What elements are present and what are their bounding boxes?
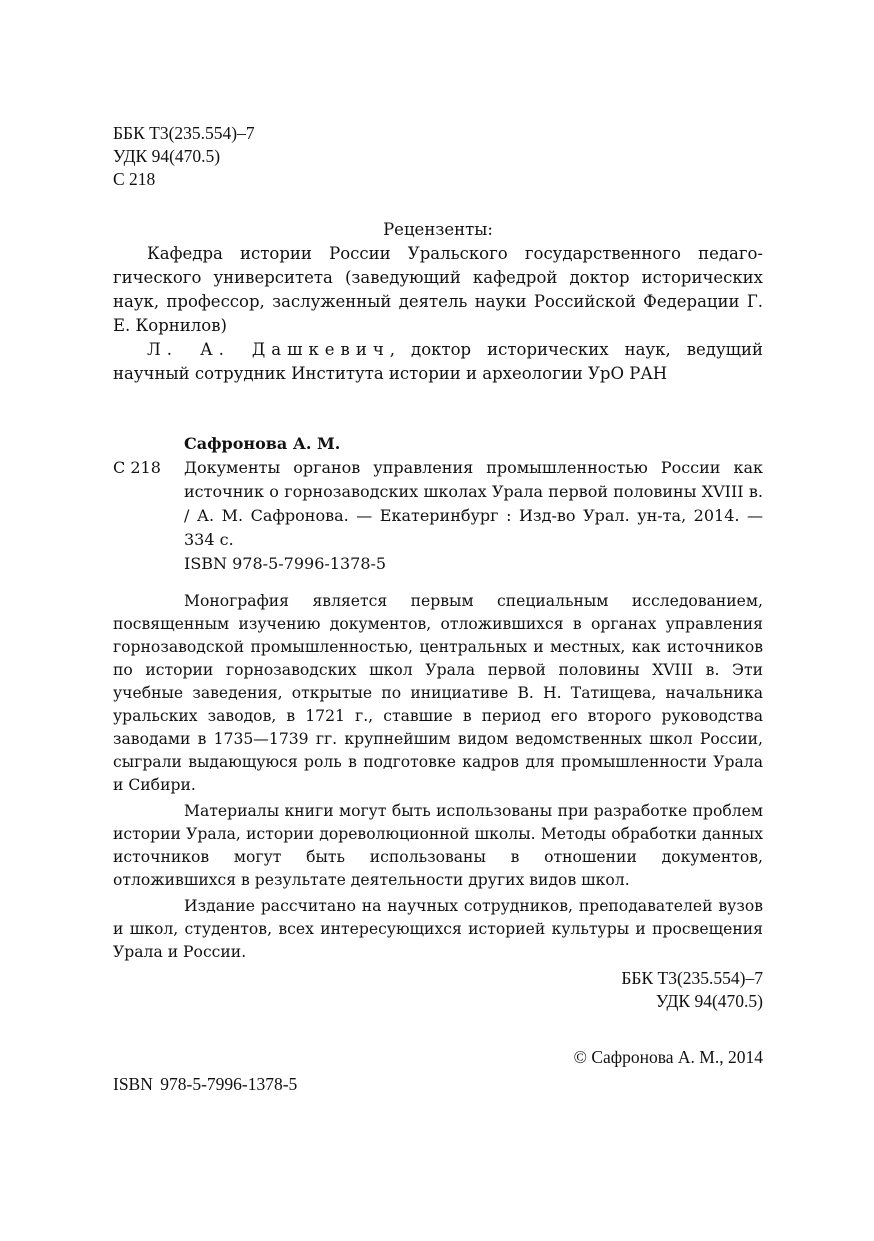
footer-udk-code: УДК 94(470.5) [655,991,763,1011]
record-author: Сафронова А. М. [184,434,341,453]
copyright-notice: © Сафронова А. М., 2014 [573,1047,763,1067]
annotation-paragraph-2: Материалы книги могут быть использованы при разработке проблем истории Урала, истории дореволюционной школы. Методы обработки данных источников могут быть использованы в отношении документов, отложившихся в результате деятельности других видов школ. [113,802,763,889]
bbk-code: ББК Т3(235.554)–7 [113,123,255,143]
reviewers-title: Рецензенты: [383,220,493,239]
record-body [113,456,763,576]
record-description: Документы органов управления промышленностью России как источник о горнозаводских школах Урала первой половины XVIII в. / А. М. Сафронова. — Екатеринбург : Изд-во Урал. ун-та, 2014. — 334 с. [184,458,763,549]
footer-classification-codes [113,967,763,1013]
author-mark: С 218 [113,169,156,189]
reviewer-first: Кафедра истории России Уральского государственного педагогического университета (заведующий кафедрой доктор исторических наук, профессор, заслуженный деятель науки Российской Федерации Г. Е. Корнилов) [113,244,763,335]
annotation-paragraph-3: Издание рассчитано на научных сотрудников, преподавателей вузов и школ, студентов, всех интересующихся историей культуры и просвещения Урала и России. [113,897,763,961]
reviewer-second [113,338,763,386]
isbn-footer: ISBN 978-5-7996-1378-5 [113,1074,298,1094]
reviewer-second-name: Л. А. Дашкевич [147,340,390,359]
record-isbn: ISBN 978-5-7996-1378-5 [184,554,387,573]
record-author-mark: С 218 [113,458,161,477]
reviewer-second-description: , доктор исторических наук, ведущий научный сотрудник Института истории и археологии УрО РАН [113,340,764,383]
classification-codes [113,122,255,191]
reviewers-section [113,218,763,386]
bibliographic-record [113,432,763,576]
annotation-section [113,590,763,1013]
udk-code: УДК 94(470.5) [113,146,221,166]
record-text-block [184,456,763,576]
footer-bbk-code: ББК Т3(235.554)–7 [621,968,763,988]
annotation-paragraph-1: Монография является первым специальным исследованием, посвященным изучению документов, отложившихся в органах управления горнозаводской промышленностью, центральных и местных, как источников по истории горнозаводских школ Урала первой половины XVIII в. Эти учебные заведения, открытые по инициативе В. Н. Татищева, начальника уральских заводов, в 1721 г., ставшие в период его второго руководства заводами в 1735—1739 гг. крупнейшим видом ведомственных школ России, сыграли выдающуюся роль в подготовке кадров для промышленности Урала и Сибири. [113,592,763,794]
